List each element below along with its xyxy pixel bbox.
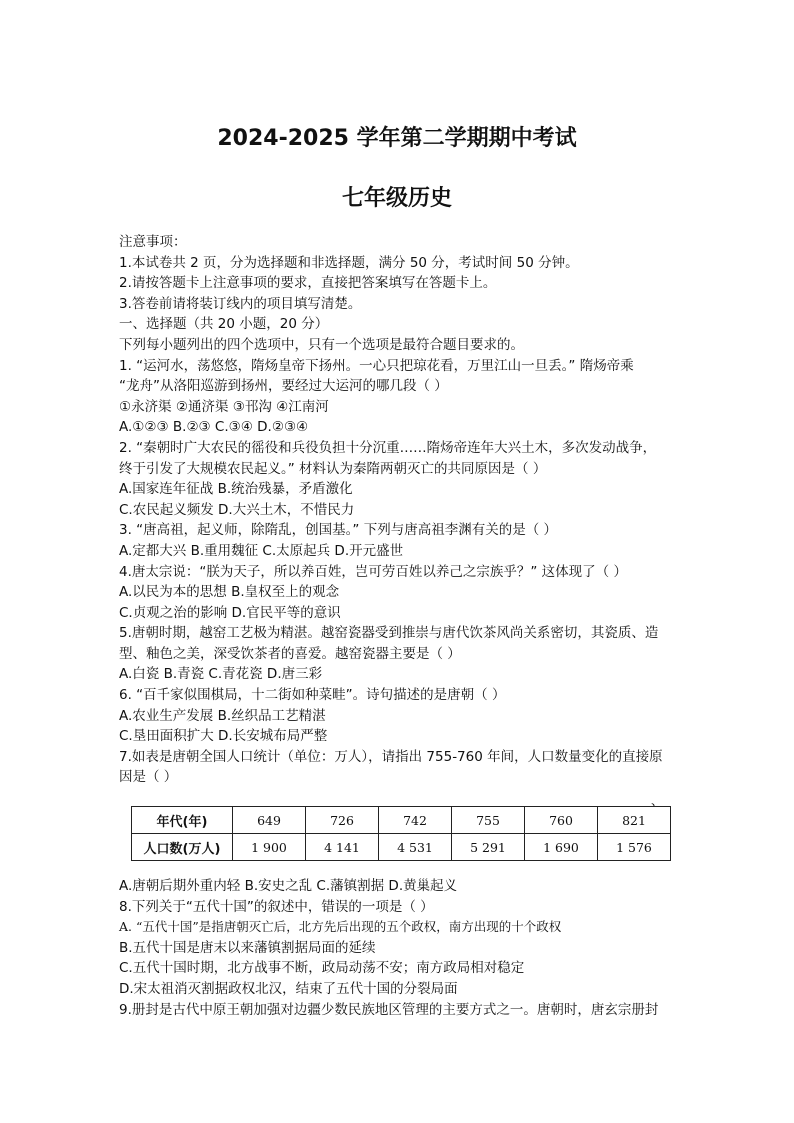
section-instruction: 下列每小题列出的四个选项中，只有一个选项是最符合题目要求的。 xyxy=(119,336,524,353)
table-cell: 1 900 xyxy=(233,834,306,861)
exam-body-part2 xyxy=(119,876,689,1020)
question-1-line-1: 1. “运河水，荡悠悠，隋炀皇帝下扬州。一心只把琼花看，万里江山一旦丢。” 隋炀帝乘 xyxy=(119,357,634,374)
question-5-options: A.白瓷 B.青瓷 C.青花瓷 D.唐三彩 xyxy=(119,666,323,683)
question-3-text: 3. “唐高祖，起义师，除隋乱，创国基。” 下列与唐高祖李渊有关的是（ ） xyxy=(119,522,557,539)
population-table xyxy=(131,806,671,861)
question-1-items: ①永济渠 ②通济渠 ③邗沟 ④江南河 xyxy=(119,398,329,415)
question-2-options-cd: C.农民起义频发 D.大兴土木，不惜民力 xyxy=(119,501,355,518)
table-cell: 649 xyxy=(233,807,306,834)
question-8-option-d: D.宋太祖消灭割据政权北汉，结束了五代十国的分裂局面 xyxy=(119,980,458,997)
table-row-years xyxy=(132,807,671,834)
question-9-text: 9.册封是古代中原王朝加强对边疆少数民族地区管理的主要方式之一。唐朝时，唐玄宗册封 xyxy=(119,1001,659,1018)
table-cell: 760 xyxy=(525,807,598,834)
question-6-options-cd: C.垦田面积扩大 D.长安城布局严整 xyxy=(119,728,328,745)
table-cell: 1 576 xyxy=(598,834,671,861)
question-4-options-cd: C.贞观之治的影响 D.官民平等的意识 xyxy=(119,604,341,621)
table-cell: 5 291 xyxy=(452,834,525,861)
table-row-population xyxy=(132,834,671,861)
table-cell: 4 531 xyxy=(379,834,452,861)
question-5-line-1: 5.唐朝时期，越窑工艺极为精湛。越窑瓷器受到推崇与唐代饮茶风尚关系密切，其瓷质、造 xyxy=(119,625,659,642)
table-cell: 726 xyxy=(306,807,379,834)
exam-title: 2024-2025 学年第二学期期中考试 xyxy=(217,126,577,151)
exam-body-part1 xyxy=(119,232,689,788)
question-7-line-1: 7.如表是唐朝全国人口统计（单位：万人），请指出 755-760 年间，人口数量变化的直接原 xyxy=(119,748,663,765)
question-4-text: 4.唐太宗说：“朕为天子，所以养百姓，岂可劳百姓以养己之宗族乎？” 这体现了（ ） xyxy=(119,563,627,580)
question-6-text: 6. “百千家似围棋局，十二街如种菜畦”。诗句描述的是唐朝（ ） xyxy=(119,687,506,704)
question-1-options: A.①②③ B.②③ C.③④ D.②③④ xyxy=(119,419,309,436)
question-8-option-c: C.五代十国时期，北方战事不断，政局动荡不安；南方政局相对稳定 xyxy=(119,960,525,977)
table-header-years: 年代(年) xyxy=(132,807,233,834)
exam-subject-title: 七年级历史 xyxy=(341,186,452,211)
question-2-line-1: 2. “秦朝时广大农民的徭役和兵役负担十分沉重……隋炀帝连年大兴土木，多次发动战争， xyxy=(119,439,657,456)
question-2-line-2: 终于引发了大规模农民起义。” 材料认为秦隋两朝灭亡的共同原因是（ ） xyxy=(119,460,547,477)
question-5-line-2: 型、釉色之美，深受饮茶者的喜爱。越窑瓷器主要是（ ） xyxy=(119,645,461,662)
notice-item-1: 1.本试卷共 2 页，分为选择题和非选择题，满分 50 分，考试时间 50 分钟。 xyxy=(119,254,579,271)
table-header-population: 人口数(万人) xyxy=(132,834,233,861)
table-cell: 1 690 xyxy=(525,834,598,861)
stray-mark: 、 xyxy=(651,794,664,808)
question-1-line-2: “龙舟”从洛阳巡游到扬州，要经过大运河的哪几段（ ） xyxy=(119,378,448,395)
question-2-options-ab: A.国家连年征战 B.统治残暴，矛盾激化 xyxy=(119,481,353,498)
question-4-options-ab: A.以民为本的思想 B.皇权至上的观念 xyxy=(119,584,340,601)
table-cell: 742 xyxy=(379,807,452,834)
question-7-options: A.唐朝后期外重内轻 B.安史之乱 C.藩镇割据 D.黄巢起义 xyxy=(119,878,458,894)
notice-heading: 注意事项： xyxy=(119,234,187,250)
question-8-text: 8.下列关于“五代十国”的叙述中，错误的一项是（ ） xyxy=(119,898,434,915)
table-cell: 4 141 xyxy=(306,834,379,861)
question-3-options: A.定都大兴 B.重用魏征 C.太原起兵 D.开元盛世 xyxy=(119,542,404,559)
question-8-option-b: B.五代十国是唐末以来藩镇割据局面的延续 xyxy=(119,939,376,956)
question-7-line-2: 因是（ ） xyxy=(119,769,178,786)
section-heading: 一、选择题（共 20 小题，20 分） xyxy=(119,316,329,333)
notice-item-3: 3.答卷前请将装订线内的项目填写清楚。 xyxy=(119,295,362,312)
question-6-options-ab: A.农业生产发展 B.丝织品工艺精湛 xyxy=(119,707,326,724)
question-8-option-a: A. “五代十国”是指唐朝灭亡后，北方先后出现的五个政权，南方出现的十个政权 xyxy=(119,919,562,935)
table-cell: 755 xyxy=(452,807,525,834)
table-cell: 821 xyxy=(598,807,671,834)
cropped-text-strip xyxy=(118,865,678,873)
notice-item-2: 2.请按答题卡上注意事项的要求，直接把答案填写在答题卡上。 xyxy=(119,275,497,292)
